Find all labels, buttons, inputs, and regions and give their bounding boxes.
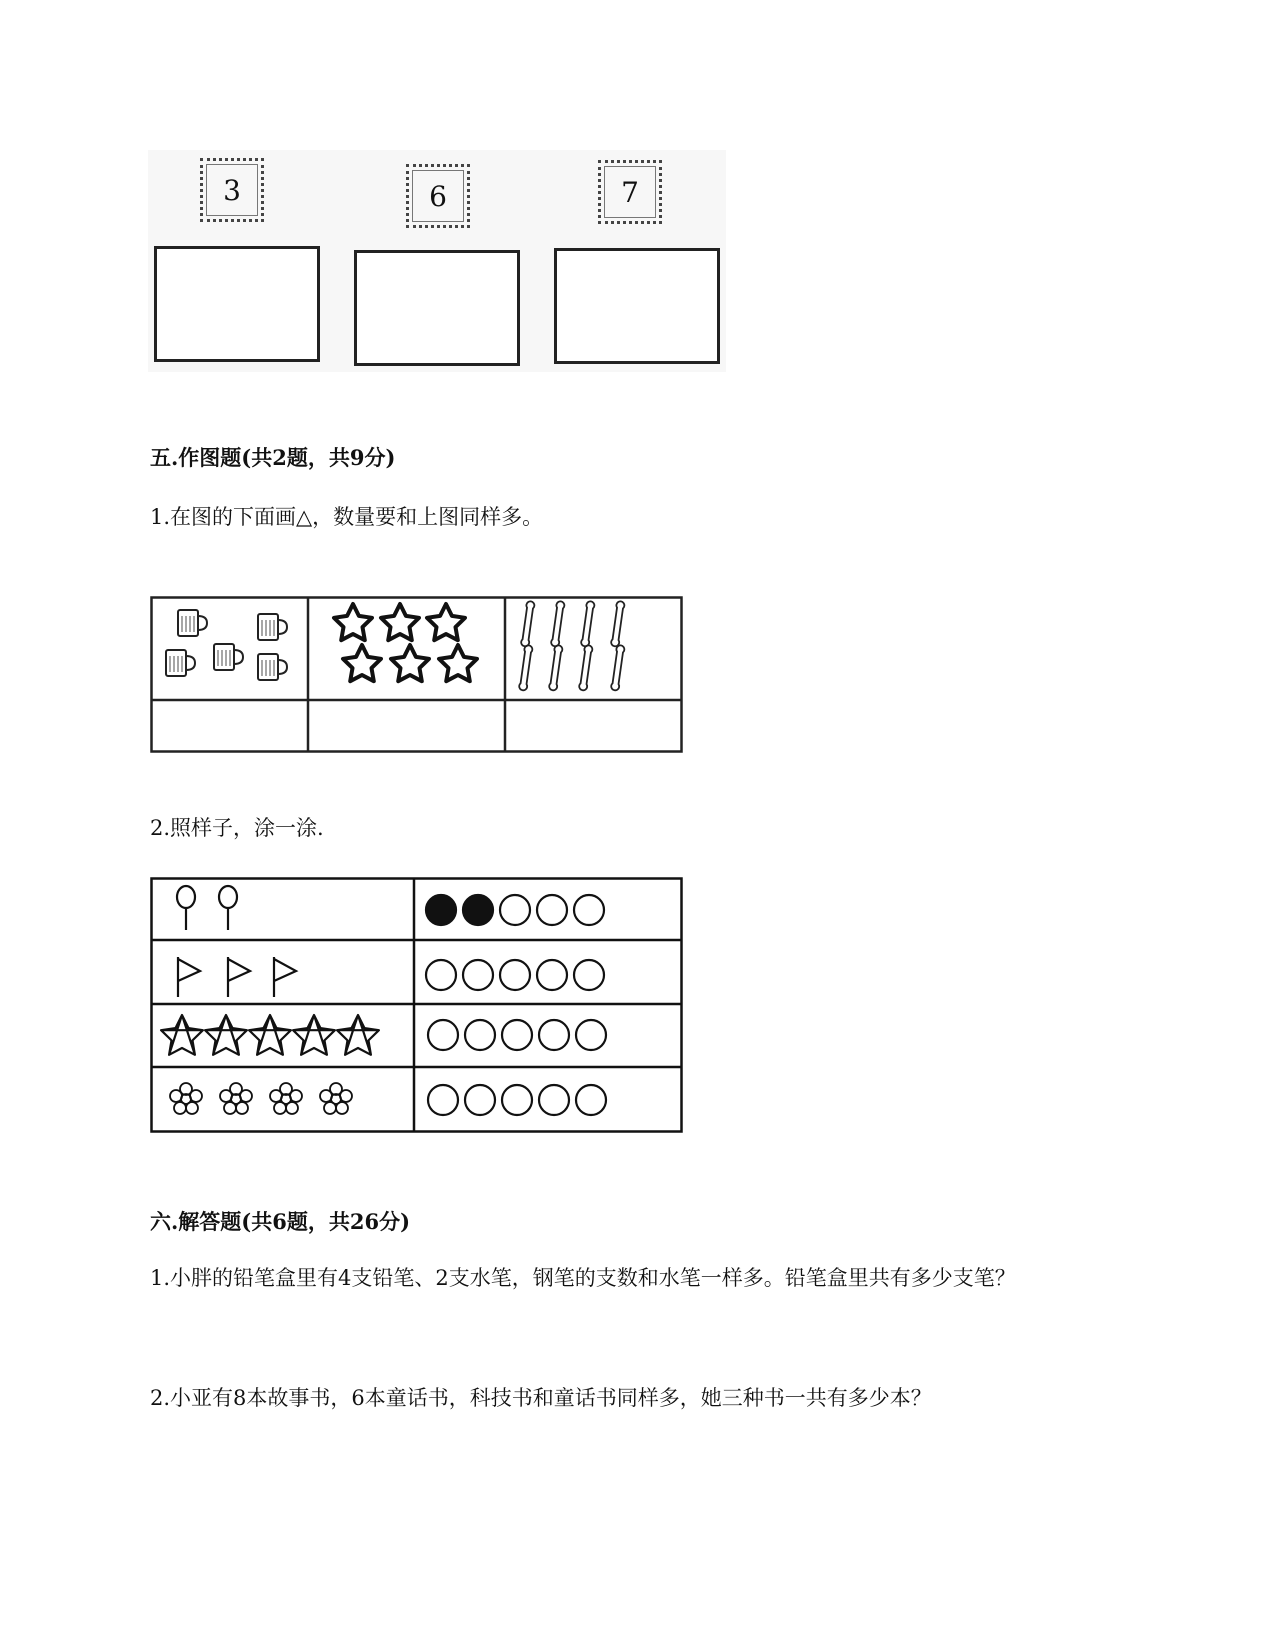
flag-icon [228, 957, 250, 997]
star-icons [334, 604, 477, 681]
star-icon [293, 1015, 335, 1055]
circle-empty [574, 895, 604, 925]
flower-icon [320, 1083, 352, 1114]
circle-empty [539, 1085, 569, 1115]
circle-empty [576, 1085, 606, 1115]
flower-icon [270, 1083, 302, 1114]
bone-icons [519, 601, 625, 691]
draw-table-graphic [150, 596, 685, 756]
question-text: 1.小胖的铅笔盒里有4支铅笔、2支水笔，钢笔的支数和水笔一样多。铅笔盒里共有多少支笔？ [150, 1266, 1016, 1290]
cup-icon [166, 650, 195, 676]
cup-icon [178, 610, 207, 636]
star-icon [427, 604, 465, 640]
answer-box[interactable] [554, 248, 720, 364]
number-card-6: 6 [406, 164, 470, 228]
circle-empty [539, 1020, 569, 1050]
circle-empty [574, 960, 604, 990]
circle-filled [463, 895, 493, 925]
question-text: 1.在图的下面画△，数量要和上图同样多。 [150, 505, 544, 529]
flag-icons [178, 957, 296, 997]
star-icon [439, 645, 477, 681]
star-icon [337, 1015, 379, 1055]
circle-empty [576, 1020, 606, 1050]
flower-icon [170, 1083, 202, 1114]
cup-icons [166, 610, 287, 680]
bone-icon [581, 601, 595, 647]
star-icon [391, 645, 429, 681]
cup-icon [258, 614, 287, 640]
circle-empty [502, 1020, 532, 1050]
circle-empty [463, 960, 493, 990]
answer-box[interactable] [354, 250, 520, 366]
balloon-icon [177, 886, 195, 930]
section-title: 六.解答题(共6题，共26分) [150, 1209, 411, 1234]
number-cards-figure [148, 150, 726, 372]
balloon-icons [177, 886, 237, 930]
bone-icon [551, 601, 565, 647]
cup-icon [214, 644, 243, 670]
number-card-3: 3 [200, 158, 264, 222]
circle-empty [426, 960, 456, 990]
star-icon [161, 1015, 203, 1055]
question-text: 2.小亚有8本故事书，6本童话书，科技书和童话书同样多，她三种书一共有多少本？ [150, 1386, 932, 1410]
flower-icons [170, 1083, 352, 1114]
question-text: 2.照样子，涂一涂. [150, 816, 324, 840]
star-icon [205, 1015, 247, 1055]
color-table-graphic [150, 877, 685, 1135]
number-card-7: 7 [598, 160, 662, 224]
section-title: 五.作图题(共2题，共9分) [150, 445, 396, 470]
bone-icon [611, 601, 625, 647]
bone-icon [579, 645, 593, 691]
star-icon [334, 604, 372, 640]
circle-empty [502, 1085, 532, 1115]
circle-empty [428, 1085, 458, 1115]
star-icon [343, 645, 381, 681]
flower-icon [220, 1083, 252, 1114]
bone-icon [549, 645, 563, 691]
answer-box[interactable] [154, 246, 320, 362]
flag-icon [274, 957, 296, 997]
circle-empty [465, 1020, 495, 1050]
circle-empty [500, 960, 530, 990]
color-table [150, 877, 685, 1139]
circle-filled [426, 895, 456, 925]
circle-empty [465, 1085, 495, 1115]
balloon-icon [219, 886, 237, 930]
cup-icon [258, 654, 287, 680]
star-icons-row [161, 1015, 379, 1055]
flag-icon [178, 957, 200, 997]
circle-empty [428, 1020, 458, 1050]
star-icon [381, 604, 419, 640]
bone-icon [521, 601, 535, 647]
circle-empty [500, 895, 530, 925]
draw-table [150, 596, 685, 760]
bone-icon [519, 645, 533, 691]
bone-icon [611, 645, 625, 691]
circle-empty [537, 960, 567, 990]
star-icon [249, 1015, 291, 1055]
circle-empty [537, 895, 567, 925]
